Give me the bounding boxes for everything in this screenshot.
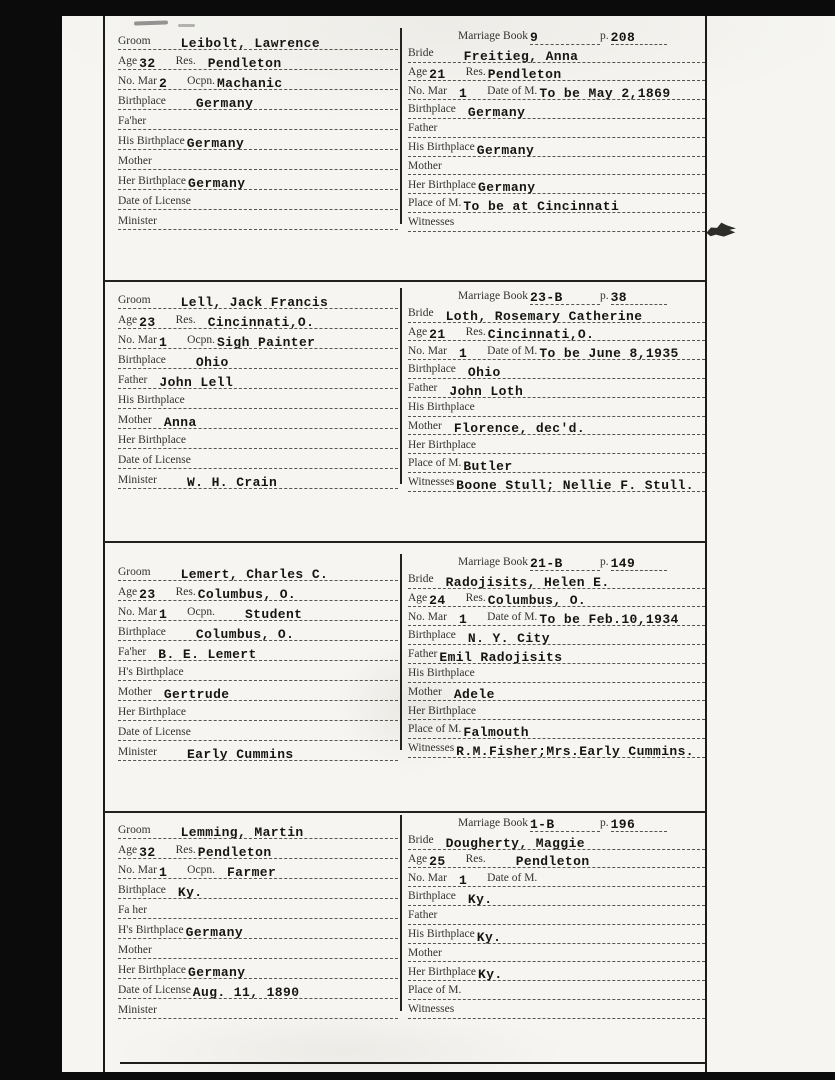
- res-value: Columbus, O.: [197, 587, 297, 602]
- bride-column: [408, 286, 705, 492]
- page-value: 208: [611, 31, 667, 45]
- nomar-ocpn-row: [118, 329, 398, 349]
- bride-column: [408, 552, 705, 758]
- nomar-label: No. Mar: [408, 84, 447, 97]
- res-label: Res.: [175, 313, 196, 326]
- page-label: p.: [599, 290, 609, 303]
- birthplace-label: Birthplace: [408, 103, 456, 116]
- groom-label: Groom: [118, 293, 151, 306]
- res-value: Pendleton: [207, 56, 282, 71]
- groom-label: Groom: [118, 565, 151, 578]
- nomar-value: 1: [158, 335, 168, 350]
- date-of-m-value: To be June 8,1935: [539, 346, 679, 362]
- his-birthplace-label: His Birthplace: [408, 667, 475, 680]
- birthplace-value: Ky.: [177, 885, 203, 900]
- bride-row: [408, 831, 705, 850]
- ocpn-value: Sigh Painter: [216, 335, 316, 350]
- groom-row: [118, 289, 398, 309]
- minister-value: W. H. Crain: [186, 475, 278, 490]
- bride-name: Radojisits, Helen E.: [445, 574, 610, 590]
- date-of-m-label: Date of M.: [487, 344, 538, 357]
- her-birthplace-label: Her Birthplace: [118, 433, 187, 446]
- birthplace-row: [118, 349, 398, 369]
- bride-name: Dougherty, Maggie: [445, 835, 585, 851]
- father-label: Father: [408, 648, 438, 661]
- date-of-license-label: Date of License: [118, 983, 191, 996]
- marriage-book-row: [408, 286, 705, 304]
- her-birthplace-label: Her Birthplace: [408, 965, 477, 978]
- birthplace-value: Ohio: [467, 364, 501, 380]
- date-of-license-label: Date of License: [118, 453, 191, 466]
- witnesses-label: Witnesses: [408, 1003, 455, 1016]
- minister-label: Minister: [118, 214, 157, 227]
- minister-row: [118, 210, 398, 230]
- bride-column: [408, 813, 705, 1019]
- date-of-license-label: Date of License: [118, 194, 191, 207]
- witnesses-row: [408, 473, 705, 492]
- place-of-m-row: [408, 981, 705, 1000]
- nomar-value: 1: [458, 612, 468, 628]
- record-card: [104, 813, 705, 1071]
- age-value: 32: [139, 845, 156, 860]
- nomar-value: 1: [458, 873, 468, 889]
- his-birthplace-label: H's Birthplace: [118, 665, 184, 678]
- his-birthplace-label: His Birthplace: [118, 134, 185, 147]
- mother-label: Mother: [118, 413, 152, 426]
- nomar-date-row: [408, 341, 705, 360]
- his-birthplace-label: His Birthplace: [408, 928, 475, 941]
- her-birthplace-label: Her Birthplace: [408, 438, 477, 451]
- her-birthplace-row: [408, 962, 705, 981]
- father-label: Fa'her: [118, 645, 147, 658]
- mother-row: [408, 683, 705, 702]
- her-birthplace-row: [118, 959, 398, 979]
- place-of-m-value: Falmouth: [463, 724, 529, 740]
- groom-row: [118, 819, 398, 839]
- nomar-date-row: [408, 868, 705, 887]
- minister-label: Minister: [118, 1003, 157, 1016]
- nomar-label: No. Mar: [118, 863, 157, 876]
- age-value: 23: [139, 587, 156, 602]
- birthplace-value: Ky.: [467, 891, 493, 907]
- birthplace-value: Ohio: [195, 355, 229, 370]
- page-label: p.: [599, 30, 609, 43]
- res-value: Pendleton: [515, 854, 590, 870]
- her-birthplace-label: Her Birthplace: [118, 174, 187, 187]
- birthplace-label: Birthplace: [118, 883, 166, 896]
- age-value: 32: [139, 56, 156, 71]
- groom-name: Lell, Jack Francis: [180, 295, 329, 310]
- date-of-m-label: Date of M.: [487, 84, 538, 97]
- book-value: 1-B: [530, 818, 600, 832]
- mother-value: Florence, dec'd.: [453, 421, 586, 437]
- birthplace-row: [408, 626, 705, 645]
- nomar-label: No. Mar: [118, 605, 157, 618]
- his-birthplace-value: Germany: [186, 136, 245, 151]
- res-label: Res.: [465, 591, 486, 604]
- minister-value: Early Cummins: [186, 747, 294, 762]
- ocpn-label: Ocpn.: [187, 605, 215, 618]
- marriage-book-row: [408, 26, 705, 44]
- his-birthplace-row: [408, 398, 705, 417]
- place-of-m-value: To be at Cincinnati: [463, 198, 620, 214]
- bride-label: Bride: [408, 573, 434, 586]
- father-value: John Loth: [449, 383, 524, 399]
- bride-label: Bride: [408, 47, 434, 60]
- groom-name: Lemming, Martin: [180, 825, 304, 840]
- her-birthplace-row: [118, 701, 398, 721]
- marriage-book-label: Marriage Book: [458, 556, 528, 569]
- her-birthplace-value: Germany: [188, 176, 246, 191]
- groom-column: [118, 289, 398, 489]
- date-of-m-label: Date of M.: [487, 610, 538, 623]
- date-of-license-row: [118, 190, 398, 210]
- birthplace-value: Germany: [467, 104, 526, 120]
- scanned-page: [62, 16, 835, 1072]
- father-row: [118, 110, 398, 130]
- minister-label: Minister: [118, 745, 157, 758]
- nomar-value: 1: [458, 346, 468, 362]
- birthplace-label: Birthplace: [408, 363, 456, 376]
- place-of-m-row: [408, 194, 705, 213]
- age-label: Age: [408, 591, 428, 604]
- bride-label: Bride: [408, 307, 434, 320]
- column-divider: [400, 288, 402, 484]
- date-of-license-row: [118, 979, 398, 999]
- page-label: p.: [599, 817, 609, 830]
- witnesses-row: [408, 739, 705, 758]
- birthplace-value: Germany: [195, 96, 254, 111]
- his-birthplace-label: His Birthplace: [408, 141, 475, 154]
- his-birthplace-label: His Birthplace: [118, 393, 185, 406]
- mother-value: Adele: [453, 687, 495, 703]
- birthplace-label: Birthplace: [118, 353, 166, 366]
- ocpn-value: Student: [244, 607, 303, 622]
- birthplace-label: Birthplace: [118, 94, 166, 107]
- marriage-book-label: Marriage Book: [458, 817, 528, 830]
- father-row: [118, 899, 398, 919]
- mother-row: [118, 150, 398, 170]
- father-label: Father: [408, 382, 438, 395]
- date-of-license-row: [118, 449, 398, 469]
- groom-column: [118, 561, 398, 761]
- his-birthplace-label: H's Birthplace: [118, 923, 184, 936]
- his-birthplace-value: Germany: [476, 142, 535, 158]
- father-label: Fa her: [118, 903, 148, 916]
- nomar-label: No. Mar: [408, 871, 447, 884]
- mother-row: [118, 939, 398, 959]
- his-birthplace-row: [408, 664, 705, 683]
- mother-label: Mother: [408, 685, 442, 698]
- his-birthplace-label: His Birthplace: [408, 401, 475, 414]
- age-label: Age: [118, 54, 138, 67]
- mother-label: Mother: [408, 419, 442, 432]
- mother-label: Mother: [118, 154, 152, 167]
- father-row: [118, 641, 398, 661]
- minister-label: Minister: [118, 473, 157, 486]
- age-res-row: [408, 589, 705, 608]
- his-birthplace-row: [118, 919, 398, 939]
- birthplace-row: [118, 621, 398, 641]
- her-birthplace-label: Her Birthplace: [408, 704, 477, 717]
- father-label: Fa'her: [118, 114, 147, 127]
- birthplace-row: [408, 360, 705, 379]
- res-value: Cincinnati,O.: [487, 327, 595, 343]
- age-label: Age: [408, 852, 428, 865]
- place-of-m-value: Butler: [463, 458, 513, 474]
- his-birthplace-row: [118, 661, 398, 681]
- witnesses-value: Boone Stull; Nellie F. Stull.: [456, 477, 695, 493]
- record-card: [104, 22, 705, 280]
- column-divider: [400, 554, 402, 750]
- birthplace-value: Columbus, O.: [195, 627, 295, 642]
- father-row: [408, 645, 705, 664]
- ocpn-label: Ocpn.: [187, 863, 215, 876]
- age-value: 21: [429, 67, 446, 83]
- page-value: 149: [611, 557, 667, 571]
- bride-name: Loth, Rosemary Catherine: [445, 308, 643, 324]
- mother-row: [408, 157, 705, 176]
- father-value: Emil Radojisits: [439, 649, 563, 665]
- place-of-m-label: Place of M.: [408, 984, 462, 997]
- place-of-m-label: Place of M.: [408, 723, 462, 736]
- bride-row: [408, 44, 705, 63]
- ocpn-label: Ocpn.: [187, 333, 215, 346]
- her-birthplace-label: Her Birthplace: [118, 963, 187, 976]
- age-label: Age: [408, 325, 428, 338]
- age-res-row: [118, 309, 398, 329]
- date-of-license-label: Date of License: [118, 725, 191, 738]
- date-of-m-value: To be Feb.10,1934: [539, 612, 679, 628]
- minister-row: [118, 999, 398, 1019]
- birthplace-label: Birthplace: [118, 625, 166, 638]
- groom-column: [118, 30, 398, 230]
- mother-row: [118, 681, 398, 701]
- res-value: Columbus, O.: [487, 593, 587, 609]
- bride-column: [408, 26, 705, 232]
- birthplace-row: [408, 100, 705, 119]
- his-birthplace-value: Ky.: [476, 929, 502, 945]
- nomar-ocpn-row: [118, 70, 398, 90]
- age-label: Age: [118, 843, 138, 856]
- groom-name: Lemert, Charles C.: [180, 567, 329, 582]
- groom-row: [118, 561, 398, 581]
- age-res-row: [118, 50, 398, 70]
- marriage-book-row: [408, 813, 705, 831]
- her-birthplace-row: [118, 429, 398, 449]
- age-res-row: [118, 839, 398, 859]
- marriage-book-label: Marriage Book: [458, 30, 528, 43]
- birthplace-label: Birthplace: [408, 629, 456, 642]
- bride-row: [408, 304, 705, 323]
- father-value: B. E. Lemert: [158, 647, 257, 662]
- mother-label: Mother: [408, 946, 442, 959]
- minister-row: [118, 469, 398, 489]
- age-res-row: [118, 581, 398, 601]
- mother-label: Mother: [118, 943, 152, 956]
- birthplace-row: [118, 879, 398, 899]
- res-label: Res.: [465, 852, 486, 865]
- birthplace-row: [408, 887, 705, 906]
- book-value: 23-B: [530, 291, 600, 305]
- age-label: Age: [118, 585, 138, 598]
- res-label: Res.: [175, 54, 196, 67]
- groom-name: Leibolt, Lawrence: [180, 36, 321, 51]
- her-birthplace-row: [408, 175, 705, 194]
- page-value: 38: [611, 291, 667, 305]
- father-label: Father: [408, 122, 438, 135]
- his-birthplace-row: [118, 389, 398, 409]
- father-row: [118, 369, 398, 389]
- age-value: 24: [429, 593, 446, 609]
- place-of-m-row: [408, 720, 705, 739]
- his-birthplace-row: [408, 925, 705, 944]
- nomar-value: 2: [158, 76, 168, 91]
- res-label: Res.: [175, 585, 196, 598]
- his-birthplace-value: Germany: [185, 925, 244, 940]
- father-value: John Lell: [159, 375, 234, 390]
- mother-label: Mother: [408, 159, 442, 172]
- minister-row: [118, 741, 398, 761]
- nomar-date-row: [408, 607, 705, 626]
- witnesses-row: [408, 213, 705, 232]
- witnesses-label: Witnesses: [408, 476, 455, 489]
- nomar-ocpn-row: [118, 601, 398, 621]
- res-value: Pendleton: [197, 845, 272, 860]
- record-card: [104, 282, 705, 540]
- nomar-date-row: [408, 81, 705, 100]
- her-birthplace-value: Ky.: [478, 967, 503, 983]
- groom-row: [118, 30, 398, 50]
- father-row: [408, 379, 705, 398]
- witnesses-label: Witnesses: [408, 216, 455, 229]
- book-value: 21-B: [530, 557, 600, 571]
- nomar-label: No. Mar: [118, 74, 157, 87]
- ocpn-value: Machanic: [216, 76, 283, 91]
- date-of-m-label: Date of M.: [487, 871, 538, 884]
- page-label: p.: [599, 556, 609, 569]
- her-birthplace-row: [118, 170, 398, 190]
- mother-row: [118, 409, 398, 429]
- ink-blot: [705, 220, 737, 240]
- nomar-value: 1: [158, 865, 168, 880]
- nomar-ocpn-row: [118, 859, 398, 879]
- age-value: 25: [429, 854, 446, 870]
- birthplace-label: Birthplace: [408, 890, 456, 903]
- date-of-m-value: To be May 2,1869: [539, 86, 671, 102]
- age-value: 23: [139, 315, 156, 330]
- her-birthplace-label: Her Birthplace: [118, 705, 187, 718]
- father-row: [408, 906, 705, 925]
- right-margin-rule: [705, 16, 707, 1072]
- father-row: [408, 119, 705, 138]
- his-birthplace-row: [408, 138, 705, 157]
- mother-value: Anna: [163, 415, 197, 430]
- mother-row: [408, 944, 705, 963]
- her-birthplace-value: Germany: [188, 965, 246, 980]
- her-birthplace-value: Germany: [478, 180, 536, 196]
- age-res-row: [408, 850, 705, 869]
- his-birthplace-row: [118, 130, 398, 150]
- birthplace-row: [118, 90, 398, 110]
- place-of-m-row: [408, 454, 705, 473]
- date-of-license-row: [118, 721, 398, 741]
- marriage-book-row: [408, 552, 705, 570]
- birthplace-value: N. Y. City: [467, 630, 550, 646]
- bride-label: Bride: [408, 834, 434, 847]
- father-label: Father: [118, 373, 148, 386]
- witnesses-value: R.M.Fisher;Mrs.Early Cummins.: [456, 743, 695, 759]
- witnesses-row: [408, 1000, 705, 1019]
- ocpn-value: Farmer: [226, 865, 277, 880]
- bride-name: Freitieg, Anna: [463, 48, 579, 64]
- mother-label: Mother: [118, 685, 152, 698]
- record-card: [104, 543, 705, 801]
- place-of-m-label: Place of M.: [408, 457, 462, 470]
- nomar-value: 1: [458, 86, 468, 102]
- res-value: Pendleton: [487, 67, 562, 83]
- nomar-value: 1: [158, 607, 168, 622]
- groom-label: Groom: [118, 823, 151, 836]
- date-of-license-value: Aug. 11, 1890: [192, 985, 300, 1000]
- age-res-row: [408, 323, 705, 342]
- res-value: Cincinnati,O.: [207, 315, 315, 330]
- witnesses-label: Witnesses: [408, 742, 455, 755]
- nomar-label: No. Mar: [408, 610, 447, 623]
- column-divider: [400, 815, 402, 1011]
- column-divider: [400, 28, 402, 224]
- place-of-m-label: Place of M.: [408, 197, 462, 210]
- age-res-row: [408, 63, 705, 82]
- res-label: Res.: [465, 65, 486, 78]
- groom-label: Groom: [118, 34, 151, 47]
- her-birthplace-row: [408, 701, 705, 720]
- groom-column: [118, 819, 398, 1019]
- book-value: 9: [530, 31, 600, 45]
- bride-row: [408, 570, 705, 589]
- ocpn-label: Ocpn.: [187, 74, 215, 87]
- mother-value: Gertrude: [163, 687, 230, 702]
- age-label: Age: [408, 65, 428, 78]
- marriage-book-label: Marriage Book: [458, 290, 528, 303]
- nomar-label: No. Mar: [118, 333, 157, 346]
- res-label: Res.: [175, 843, 196, 856]
- her-birthplace-row: [408, 435, 705, 454]
- her-birthplace-label: Her Birthplace: [408, 178, 477, 191]
- res-label: Res.: [465, 325, 486, 338]
- age-value: 21: [429, 327, 446, 343]
- father-label: Father: [408, 909, 438, 922]
- page-value: 196: [611, 818, 667, 832]
- age-label: Age: [118, 313, 138, 326]
- nomar-label: No. Mar: [408, 344, 447, 357]
- mother-row: [408, 417, 705, 436]
